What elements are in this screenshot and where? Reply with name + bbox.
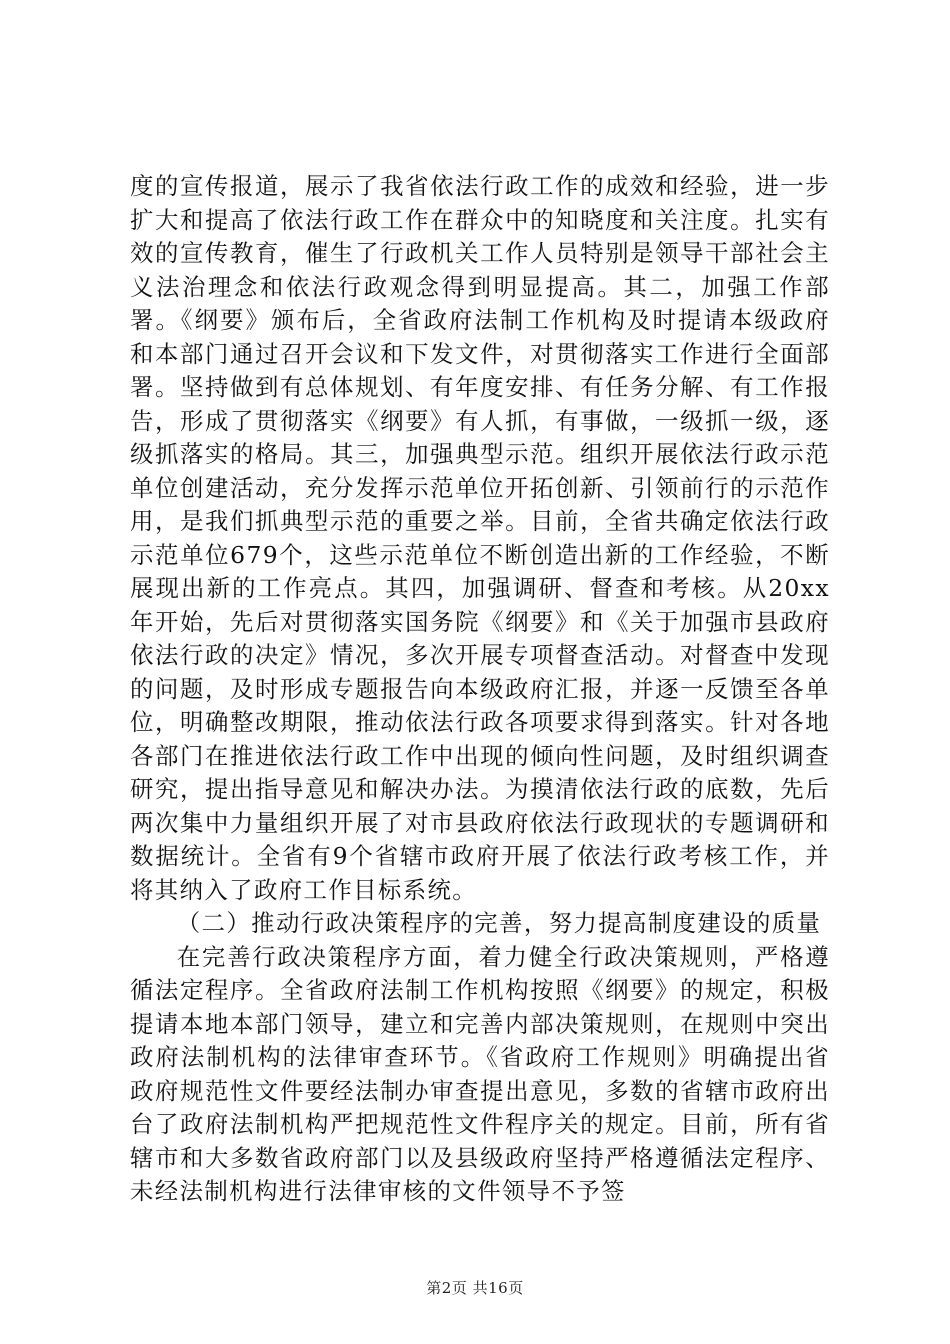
document-body — [130, 170, 830, 1209]
page-number-footer: 第2页 共16页 — [426, 1279, 524, 1297]
paragraph: 在完善行政决策程序方面，着力健全行政决策规则，严格遵循法定程序。全省政府法制工作机构按照《纲要》的规定，积极提请本地本部门领导，建立和完善内部决策规则，在规则中突出政府法制机构的法律审查环节。《省政府工作规则》明确提出省政府规范性文件要经法制办审查提出意见，多数的省辖市政府出台了政府法制机构严把规范性文件程序关的规定。目前，所有省辖市和大多数省政府部门以及县级政府坚持严格遵循法定程序、未经法制机构进行法律审核的文件领导不予签 — [130, 942, 830, 1205]
section-heading: （二）推动行政决策程序的完善，努力提高制度建设的质量 — [176, 909, 822, 937]
paragraph-continuation: 度的宣传报道，展示了我省依法行政工作的成效和经验，进一步扩大和提高了依法行政工作在群众中的知晓度和关注度。扎实有效的宣传教育，催生了行政机关工作人员特别是领导干部社会主义法治理念和依法行政观念得到明显提高。其二，加强工作部署。《纲要》颁布后，全省政府法制工作机构及时提请本级政府和本部门通过召开会议和下发文件，对贯彻落实工作进行全面部署。坚持做到有总体规划、有年度安排、有任务分解、有工作报告，形成了贯彻落实《纲要》有人抓，有事做，一级抓一级，逐级抓落实的格局。其三，加强典型示范。组织开展依法行政示范单位创建活动，充分发挥示范单位开拓创新、引领前行的示范作用，是我们抓典型示范的重要之举。目前，全省共确定依法行政示范单位679个，这些示范单位不断创造出新的工作经验，不断展现出新的工作亮点。其四，加强调研、督查和考核。从20xx年开始，先后对贯彻落实国务院《纲要》和《关于加强市县政府依法行政的决定》情况，多次开展专项督查活动。对督查中发现的问题，及时形成专题报告向本级政府汇报，并逐一反馈至各单位，明确整改期限，推动依法行政各项要求得到落实。针对各地各部门在推进依法行政工作中出现的倾向性问题，及时组织调查研究，提出指导意见和解决办法。为摸清依法行政的底数，先后两次集中力量组织开展了对市县政府依法行政现状的专题调研和数据统计。全省有9个省辖市政府开展了依法行政考核工作，并将其纳入了政府工作目标系统。 — [130, 172, 830, 904]
